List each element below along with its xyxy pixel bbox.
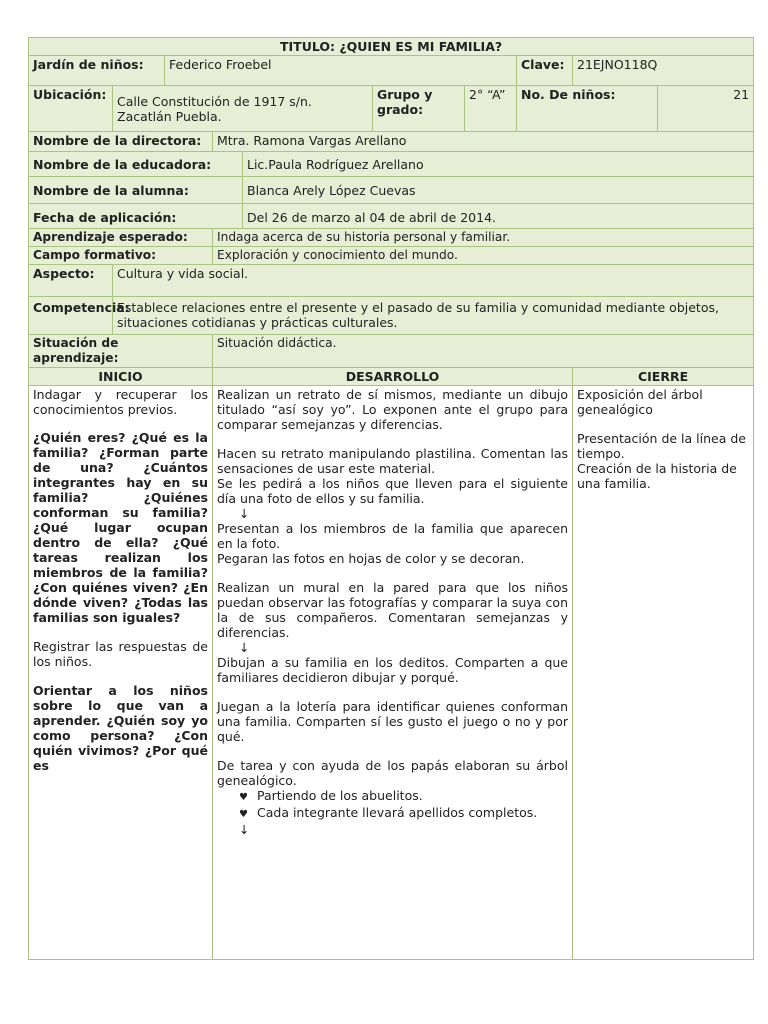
grupo-value: 2° “A” (465, 86, 517, 132)
ninos-label: No. De niños: (517, 86, 658, 132)
situacion-value: Situación didáctica. (213, 335, 754, 368)
aprendizaje-value: Indaga acerca de su historia personal y familiar. (213, 229, 754, 247)
campo-value: Exploración y conocimiento del mundo. (213, 247, 754, 265)
column-header-inicio: INICIO (29, 368, 213, 386)
cierre-exposicion: Exposición del árbol genealógico (577, 387, 703, 417)
heart-bullet-icon: ♥ (239, 809, 248, 820)
ninos-value: 21 (658, 86, 754, 132)
desarrollo-loteria: Juegan a la lotería para identificar quienes conforman una familia. Comparten sí les gusto el juego o no y por qué. (217, 699, 568, 744)
inicio-intro: Indagar y recuperar los conocimientos previos. (33, 387, 208, 417)
page-title: TITULO: ¿QUIEN ES MI FAMILIA? (29, 38, 754, 56)
competencia-label: Competencia: (29, 297, 113, 335)
clave-label: Clave: (517, 56, 573, 86)
clave-value: 21EJNO118Q (573, 56, 754, 86)
campo-label: Campo formativo: (29, 247, 213, 265)
arrow-down-icon: ↓ (239, 822, 250, 837)
arrow-down-icon: ↓ (239, 640, 250, 655)
fecha-value: Del 26 de marzo al 04 de abril de 2014. (243, 204, 754, 229)
directora-label: Nombre de la directora: (29, 132, 213, 152)
lesson-plan-table (28, 37, 754, 960)
alumna-label: Nombre de la alumna: (29, 177, 243, 204)
desarrollo-presentan: Presentan a los miembros de la familia que aparecen en la foto. (217, 521, 568, 551)
ubicacion-label: Ubicación: (29, 86, 113, 132)
directora-value: Mtra. Ramona Vargas Arellano (213, 132, 754, 152)
desarrollo-pegaran: Pegaran las fotos en hojas de color y se decoran. (217, 551, 525, 566)
educadora-value: Lic.Paula Rodríguez Arellano (243, 152, 754, 177)
bullet-text: Cada integrante llevará apellidos completos. (257, 805, 538, 820)
bullet-item (217, 788, 568, 805)
educadora-label: Nombre de la educadora: (29, 152, 243, 177)
cierre-historia: Creación de la historia de una familia. (577, 461, 737, 491)
aprendizaje-label: Aprendizaje esperado: (29, 229, 213, 247)
cierre-column (573, 386, 754, 960)
jardin-label: Jardín de niños: (29, 56, 165, 86)
aspecto-value: Cultura y vida social. (113, 265, 754, 297)
situacion-label: Situación de aprendizaje: (29, 335, 213, 368)
fecha-label: Fecha de aplicación: (29, 204, 243, 229)
ubicacion-value: Calle Constitución de 1917 s/n. Zacatlán Puebla. (113, 86, 373, 132)
column-header-desarrollo: DESARROLLO (213, 368, 573, 386)
aspecto-label: Aspecto: (29, 265, 113, 297)
grupo-label: Grupo y grado: (373, 86, 465, 132)
desarrollo-deditos: Dibujan a su familia en los deditos. Comparten a que familiares decidieron dibujar y porqué. (217, 655, 568, 685)
desarrollo-foto: Se les pedirá a los niños que lleven para el siguiente día una foto de ellos y su familia. (217, 476, 568, 506)
column-header-cierre: CIERRE (573, 368, 754, 386)
arrow-down-icon: ↓ (239, 506, 250, 521)
lesson-plan-sheet (28, 37, 753, 960)
inicio-column (29, 386, 213, 960)
desarrollo-plastilina: Hacen su retrato manipulando plastilina. Comentan las sensaciones de usar este material. (217, 446, 568, 476)
desarrollo-column (213, 386, 573, 960)
desarrollo-mural: Realizan un mural en la pared para que los niños puedan observar las fotografías y comparar la suya con la de sus compañeros. Comentaran semejanzas y diferencias. (217, 580, 568, 640)
inicio-registrar: Registrar las respuestas de los niños. (33, 639, 208, 669)
desarrollo-arbol: De tarea y con ayuda de los papás elaboran su árbol genealógico. (217, 758, 568, 788)
inicio-questions: ¿Quién eres? ¿Qué es la familia? ¿Forman parte de una? ¿Cuántos integrantes hay en su familia? ¿Quiénes conforman su familia? ¿Qué lugar ocupan dentro de ella? ¿Qué tareas realizan los miembros de la familia? ¿Con quiénes viven? ¿En dónde viven? ¿Todas las familias son iguales? (33, 430, 208, 625)
inicio-orientar: Orientar a los niños sobre lo que van a aprender. ¿Quién soy yo como persona? ¿Con quién vivimos? ¿Por qué es (33, 683, 208, 773)
desarrollo-retrato: Realizan un retrato de sí mismos, mediante un dibujo titulado “así soy yo”. Lo exponen ante el grupo para comparar semejanzas y diferencias. (217, 387, 568, 432)
heart-bullet-icon: ♥ (239, 792, 248, 803)
jardin-value: Federico Froebel (165, 56, 517, 86)
bullet-text: Partiendo de los abuelitos. (257, 788, 423, 803)
bullet-item (217, 805, 568, 822)
competencia-value: Establece relaciones entre el presente y el pasado de su familia y comunidad mediante objetos, situaciones cotidianas y prácticas culturales. (113, 297, 754, 335)
alumna-value: Blanca Arely López Cuevas (243, 177, 754, 204)
cierre-linea-tiempo: Presentación de la línea de tiempo. (577, 431, 746, 461)
